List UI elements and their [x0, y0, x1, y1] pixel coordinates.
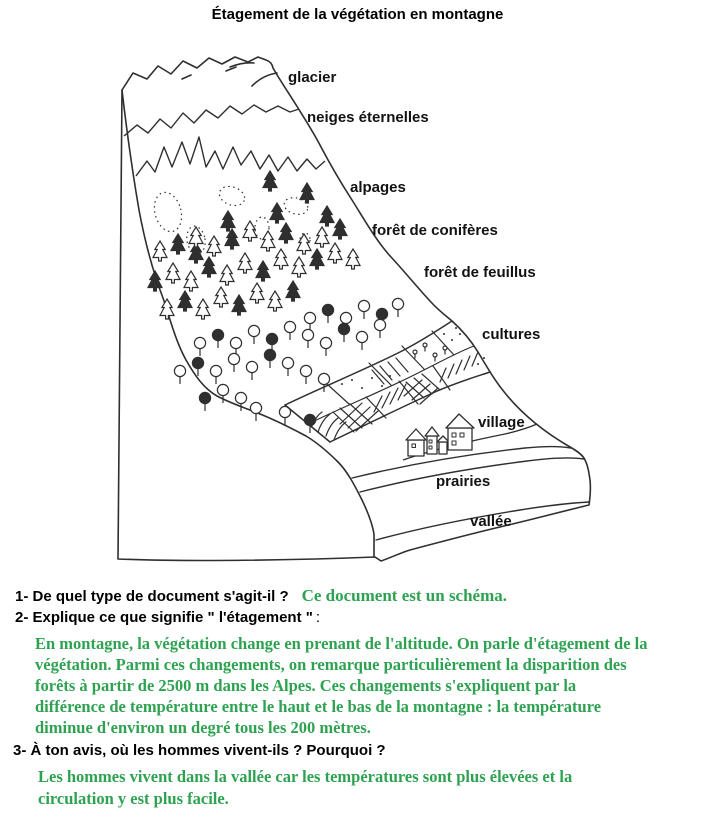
page-title: Étagement de la végétation en montagne	[211, 6, 504, 23]
label-prairies: prairies	[436, 473, 491, 490]
answer-3	[38, 766, 713, 810]
label-village: village	[478, 414, 525, 431]
answer-2-line: différence de température entre le haut et le bas de la montagne : la température	[35, 697, 602, 716]
label-glacier: glacier	[288, 69, 337, 86]
mountain-diagram	[0, 50, 715, 580]
answer-2-line: forêts à partir de 2500 m dans les Alpes. Ces changements s'expliquent par la	[35, 676, 577, 695]
answer-3-line: circulation y est plus facile.	[38, 789, 229, 808]
answer-2-line: En montagne, la végétation change en prenant de l'altitude. On parle d'étagement de la	[35, 634, 648, 653]
question-2-row	[15, 609, 320, 627]
question-1-row	[15, 586, 507, 606]
label-neiges: neiges éternelles	[307, 109, 429, 126]
question-3: 3- À ton avis, où les hommes vivent-ils ? Pourquoi ?	[13, 742, 386, 759]
mountain-outline	[118, 57, 590, 561]
label-alpages: alpages	[350, 179, 406, 196]
question-2-colon: :	[315, 609, 321, 626]
question-1: 1- De quel type de document s'agit-il ?	[15, 588, 289, 605]
label-cultures: cultures	[482, 326, 541, 343]
diagram-labels	[288, 69, 540, 530]
label-vallee: vallée	[470, 513, 512, 530]
question-3-row	[13, 742, 386, 760]
answer-2	[35, 633, 713, 738]
label-feuillus: forêt de feuillus	[424, 264, 536, 281]
question-2: 2- Explique ce que signifie " l'étagement "	[15, 609, 313, 626]
snow-line-ridges	[124, 105, 325, 176]
deciduous-forest	[174, 298, 403, 433]
answer-2-line: diminue d'environ un degré tous les 200 mètres.	[35, 718, 371, 737]
answer-2-line: végétation. Parmi ces changements, on remarque particulièrement la disparition des	[35, 655, 627, 674]
label-coniferes: forêt de conifères	[372, 222, 498, 239]
answer-1: Ce document est un schéma.	[301, 586, 508, 605]
answer-3-line: Les hommes vivent dans la vallée car les températures sont plus élevées et la	[38, 767, 573, 786]
conifer-forest	[148, 171, 360, 319]
